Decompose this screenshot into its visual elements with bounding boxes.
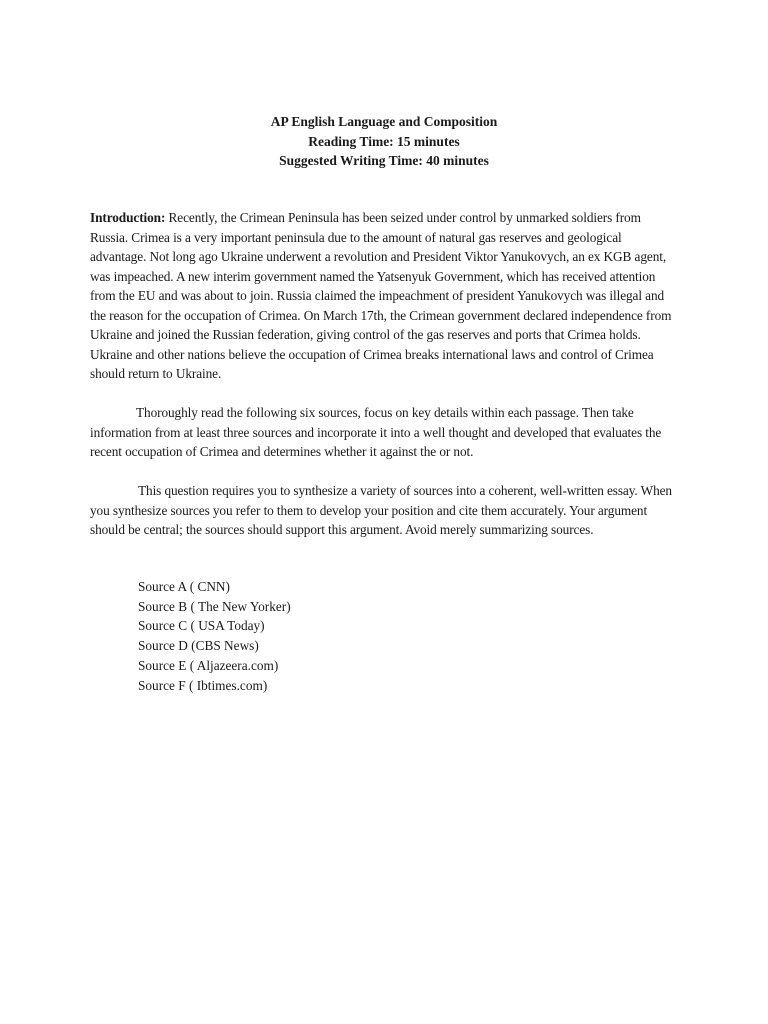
introduction-label: Introduction: [90, 210, 166, 225]
source-item: Source F ( Ibtimes.com) [138, 677, 268, 693]
source-item: Source E ( Aljazeera.com) [138, 657, 279, 673]
source-item: Source A ( CNN) [138, 579, 230, 594]
instructions-text: Thoroughly read the following six sources, focus on key details within each passage. Then take information from at least three sources and incorporate it into a well thought and developed that evaluates the recent occupation of Crimea and determines whether it against the or not. [90, 405, 662, 459]
introduction-text: Recently, the Crimean Peninsula has been seized under control by unmarked soldiers from Russia. Crimea is a very important peninsula due to the amount of natural gas reserves and geological advantage. Not long ago Ukraine underwent a revolution and President Viktor Yanukovych, an ex KGB agent, was impeached. A new interim government named the Yatsenyuk Government, which has received attention from the EU and was about to join. Russia claimed the impeachment of president Yanukovych was illegal and the reason for the occupation of Crimea. On March 17th, the Crimean government declared independence from Ukraine and joined the Russian federation, giving control of the gas reserves and ports that Crimea holds. Ukraine and other nations believe the occupation of Crimea breaks international laws and control of Crimea should return to Ukraine. [90, 210, 672, 381]
writing-time: Suggested Writing Time: 40 minutes [279, 153, 489, 168]
document-header [0, 112, 768, 171]
reading-time: Reading Time: 15 minutes [308, 133, 460, 149]
source-item: Source B ( The New Yorker) [138, 598, 291, 614]
source-list [138, 577, 291, 695]
course-title: AP English Language and Composition [270, 114, 498, 129]
synthesis-paragraph [90, 481, 680, 540]
instructions-paragraph [90, 403, 680, 462]
synthesis-text: This question requires you to synthesize a variety of sources into a coherent, well-written essay. When you synthesize sources you refer to them to develop your position and cite them accurately. Your argument should be central; the sources should support this argument. Avoid merely summarizing sources. [90, 483, 672, 537]
source-item: Source D (CBS News) [138, 638, 259, 654]
introduction-paragraph [90, 208, 680, 384]
source-item: Source C ( USA Today) [138, 618, 265, 634]
